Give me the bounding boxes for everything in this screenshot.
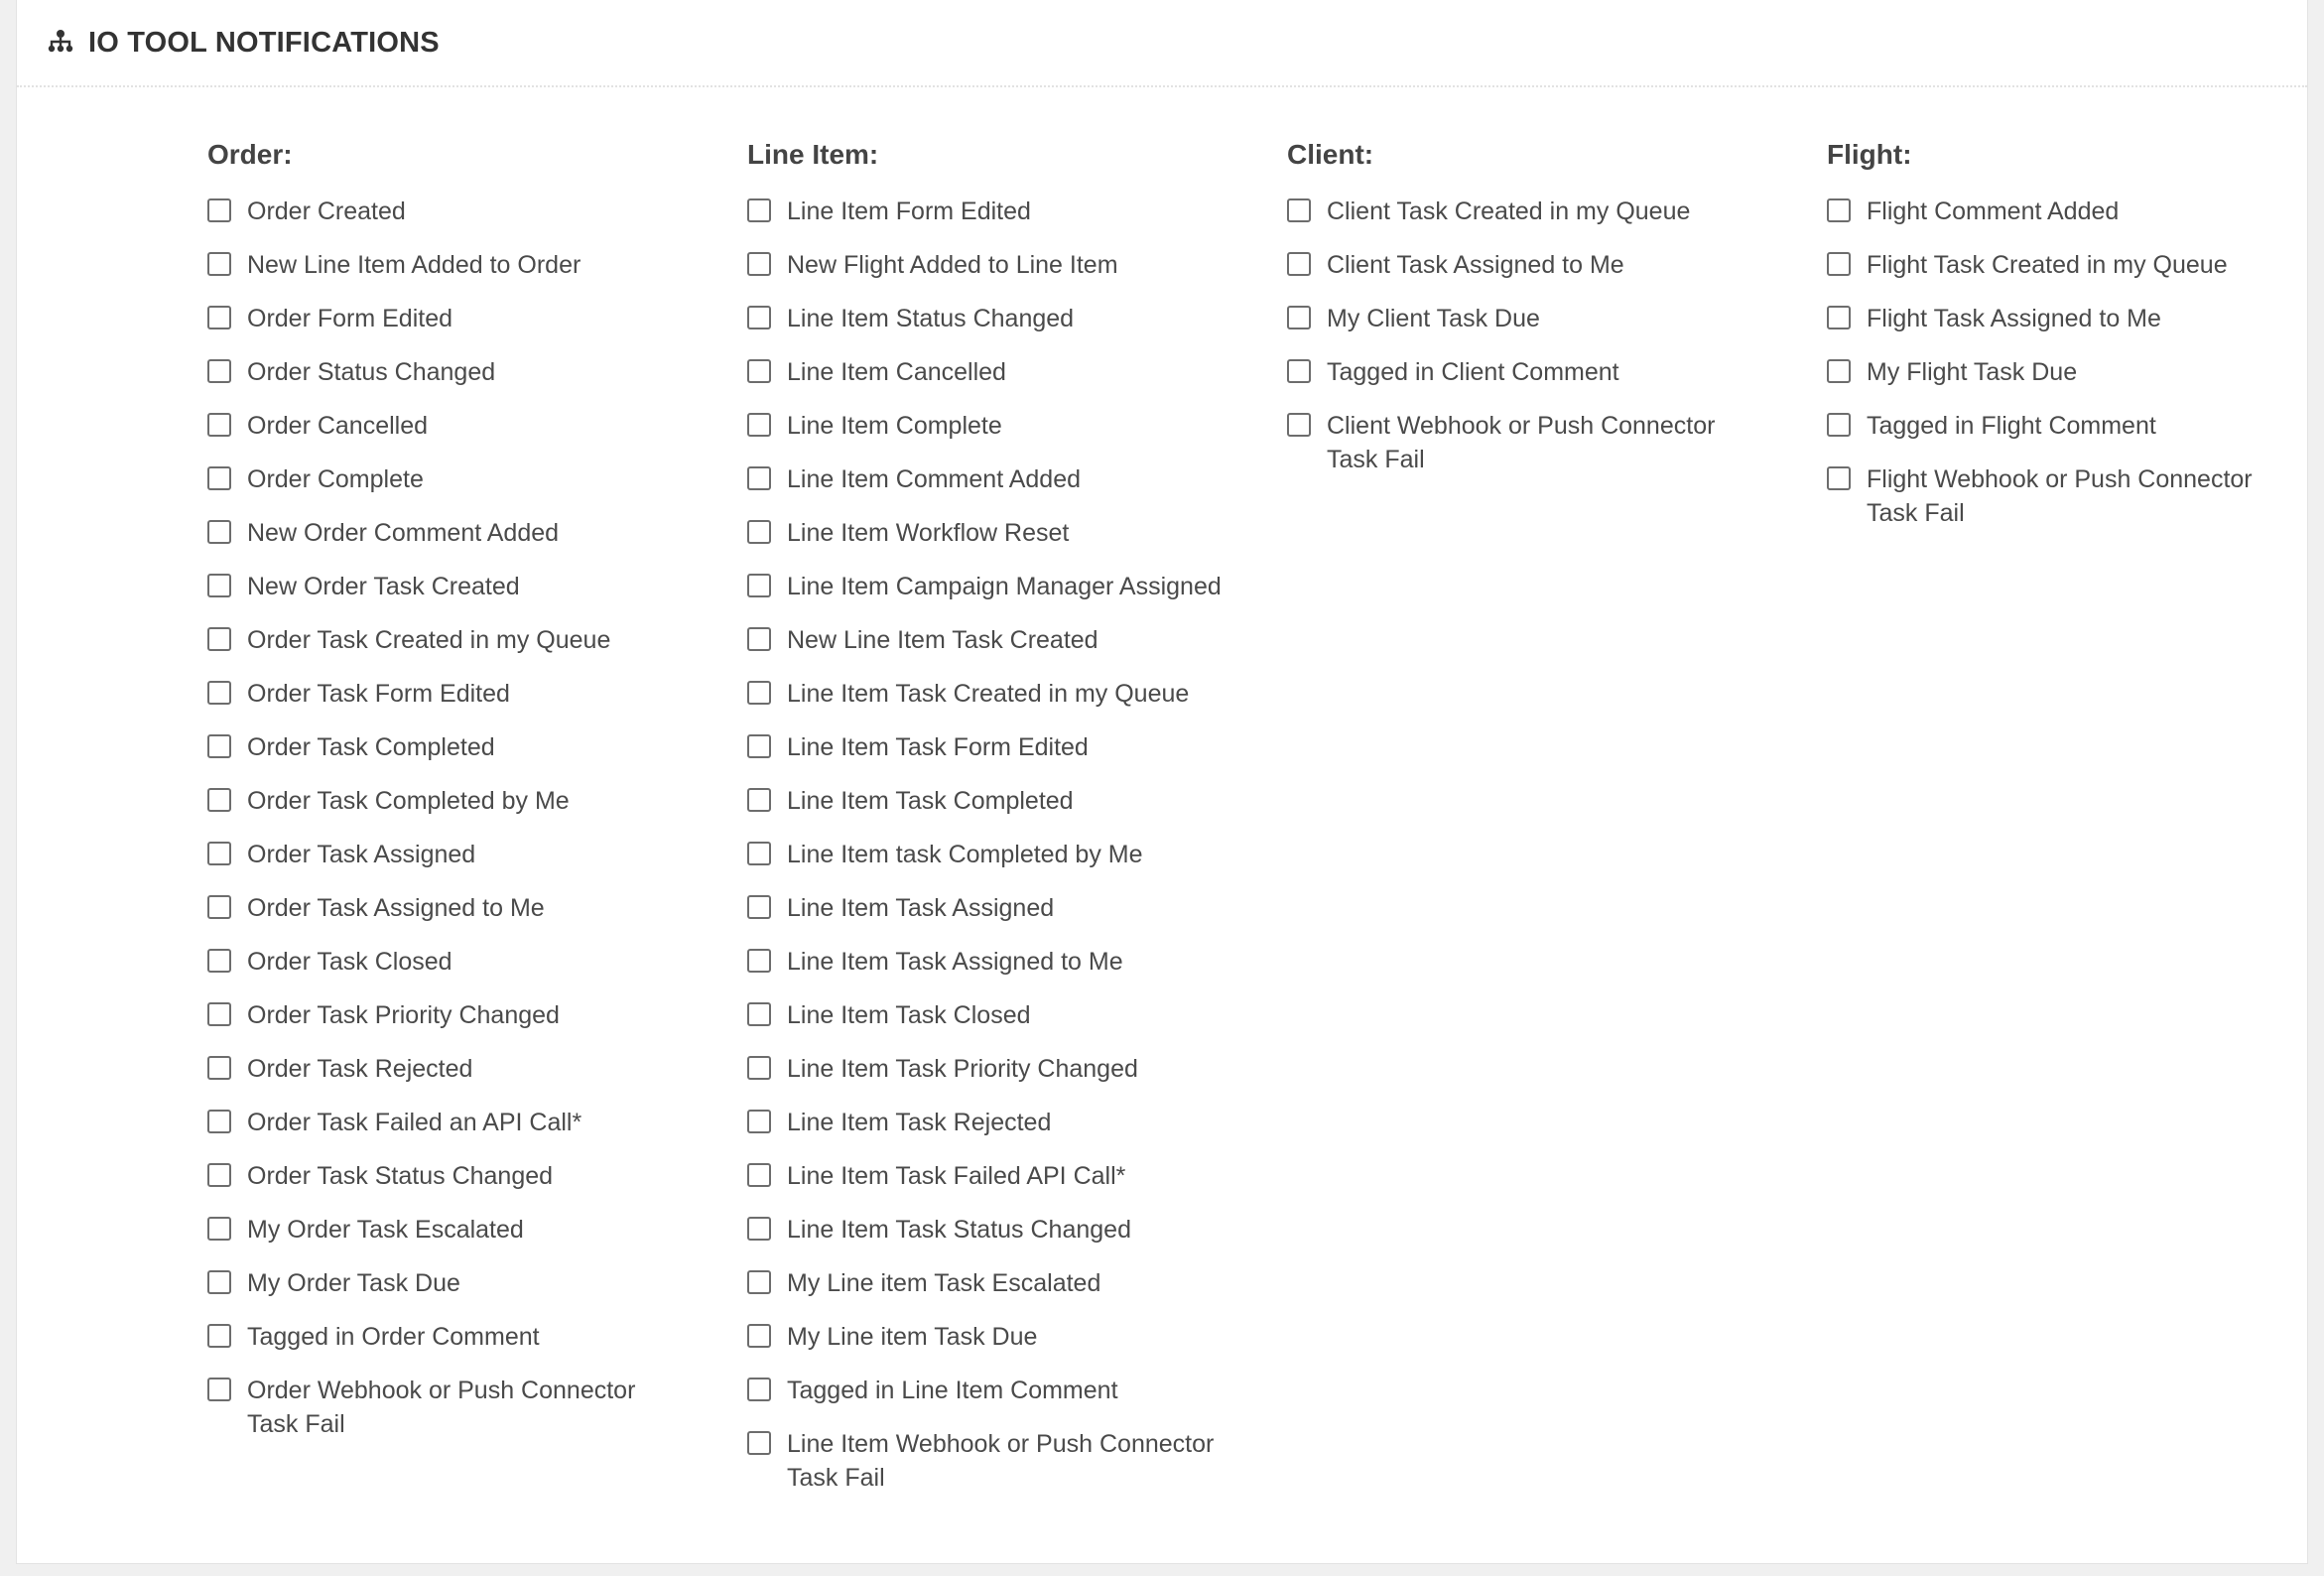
notification-checkbox[interactable]: [747, 1270, 771, 1294]
notification-option[interactable]: [207, 462, 684, 496]
notification-label: Line Item Campaign Manager Assigned: [787, 573, 1222, 600]
notification-option[interactable]: [747, 623, 1224, 657]
notification-label: Line Item Complete: [787, 412, 1002, 440]
notification-checkbox[interactable]: [207, 949, 231, 973]
notification-option[interactable]: [207, 730, 684, 764]
notification-option[interactable]: [207, 1052, 684, 1086]
notification-checkbox[interactable]: [207, 413, 231, 437]
notification-columns: [207, 137, 2301, 1507]
notification-checkbox[interactable]: [747, 574, 771, 597]
notification-checkbox[interactable]: [1827, 198, 1851, 222]
notification-label: Tagged in Client Comment: [1327, 358, 1619, 386]
notification-option[interactable]: [747, 1106, 1224, 1139]
notification-label: Order Status Changed: [247, 358, 496, 386]
notification-option[interactable]: [747, 677, 1224, 711]
notification-checkbox[interactable]: [207, 1056, 231, 1080]
notification-checkbox[interactable]: [207, 842, 231, 865]
notification-option[interactable]: [207, 1266, 684, 1300]
column-line-item: [747, 137, 1224, 1514]
sitemap-icon: [47, 27, 74, 55]
notification-option[interactable]: [207, 945, 684, 979]
notification-option[interactable]: [747, 838, 1224, 871]
notification-label: Order Task Status Changed: [247, 1162, 554, 1190]
notification-checkbox[interactable]: [747, 788, 771, 812]
notification-option[interactable]: [1287, 195, 1763, 228]
notification-checkbox[interactable]: [207, 788, 231, 812]
notification-label: Order Task Created in my Queue: [247, 626, 611, 654]
notification-option[interactable]: [207, 1320, 684, 1354]
notification-checkbox[interactable]: [747, 198, 771, 222]
notification-option[interactable]: [747, 1052, 1224, 1086]
notification-label: Line Item Task Assigned: [787, 894, 1055, 922]
notification-label: Order Cancelled: [247, 412, 429, 440]
notification-option[interactable]: [747, 355, 1224, 389]
notification-label: New Order Comment Added: [247, 519, 560, 547]
notification-checkbox[interactable]: [747, 734, 771, 758]
notification-label: Line Item Form Edited: [787, 197, 1031, 225]
notification-checkbox[interactable]: [1827, 466, 1851, 490]
notification-label: Order Task Rejected: [247, 1055, 473, 1083]
notification-checkbox[interactable]: [207, 895, 231, 919]
notification-checkbox[interactable]: [747, 1217, 771, 1241]
notification-option[interactable]: [747, 1320, 1224, 1354]
notification-label: Line Item Workflow Reset: [787, 519, 1070, 547]
notification-option[interactable]: [207, 195, 684, 228]
notification-label: Tagged in Line Item Comment: [787, 1377, 1118, 1404]
notification-label: My Flight Task Due: [1867, 358, 2078, 386]
notification-label: Line Item Task Priority Changed: [787, 1055, 1138, 1083]
notification-checkbox[interactable]: [1287, 359, 1311, 383]
notification-checkbox[interactable]: [207, 466, 231, 490]
page-title: IO TOOL NOTIFICATIONS: [88, 26, 440, 59]
notification-option[interactable]: [747, 1213, 1224, 1247]
notification-label: Line Item Task Completed: [787, 787, 1074, 815]
notification-option[interactable]: [747, 570, 1224, 603]
notification-label: New Line Item Added to Order: [247, 251, 581, 279]
notification-checkbox[interactable]: [207, 1270, 231, 1294]
notification-checkbox[interactable]: [207, 681, 231, 705]
notification-label: Client Webhook or Push Connector Task Fail: [1327, 412, 1716, 473]
notification-label: New Order Task Created: [247, 573, 520, 600]
notification-label: Flight Task Created in my Queue: [1867, 251, 2228, 279]
notification-option[interactable]: [207, 998, 684, 1032]
notification-label: Line Item Task Assigned to Me: [787, 948, 1123, 976]
notification-option[interactable]: [1827, 462, 2303, 530]
notification-option[interactable]: [747, 248, 1224, 282]
notification-checkbox[interactable]: [207, 627, 231, 651]
notification-option[interactable]: [1827, 248, 2303, 282]
notification-label: Order Task Closed: [247, 948, 452, 976]
notification-checkbox[interactable]: [747, 949, 771, 973]
notification-checkbox[interactable]: [207, 306, 231, 329]
notification-label: Order Task Completed: [247, 733, 495, 761]
notification-checkbox[interactable]: [747, 1002, 771, 1026]
notification-label: My Client Task Due: [1327, 305, 1540, 332]
column-title: Flight:: [1827, 139, 1912, 170]
column-flight: [1827, 137, 2303, 550]
notification-checkbox[interactable]: [747, 627, 771, 651]
notification-label: Flight Comment Added: [1867, 197, 2120, 225]
notification-option[interactable]: [1827, 195, 2303, 228]
notification-label: Line Item Webhook or Push Connector Task Fail: [787, 1430, 1215, 1492]
notification-option[interactable]: [747, 730, 1224, 764]
notification-option[interactable]: [207, 891, 684, 925]
notification-checkbox[interactable]: [747, 1110, 771, 1133]
notification-checkbox[interactable]: [207, 198, 231, 222]
notification-checkbox[interactable]: [747, 1056, 771, 1080]
notification-checkbox[interactable]: [1287, 413, 1311, 437]
notification-checkbox[interactable]: [747, 520, 771, 544]
notification-label: Order Task Assigned to Me: [247, 894, 545, 922]
notification-checkbox[interactable]: [747, 413, 771, 437]
notification-option[interactable]: [747, 1159, 1224, 1193]
notification-label: Order Created: [247, 197, 406, 225]
notification-label: Order Task Priority Changed: [247, 1001, 560, 1029]
notification-option[interactable]: [207, 302, 684, 335]
notification-option[interactable]: [207, 409, 684, 443]
notification-option[interactable]: [747, 302, 1224, 335]
panel-header: [17, 0, 2307, 87]
notification-label: Line Item Status Changed: [787, 305, 1075, 332]
notification-checkbox[interactable]: [1827, 359, 1851, 383]
notification-checkbox[interactable]: [207, 1163, 231, 1187]
notification-checkbox[interactable]: [1287, 252, 1311, 276]
notification-option[interactable]: [1287, 302, 1763, 335]
notification-label: My Order Task Due: [247, 1269, 460, 1297]
notification-checkbox[interactable]: [207, 574, 231, 597]
column-client: [1287, 137, 1763, 496]
notification-option[interactable]: [1827, 409, 2303, 443]
notification-label: Line Item Task Form Edited: [787, 733, 1089, 761]
notification-option[interactable]: [207, 570, 684, 603]
notification-option[interactable]: [207, 1374, 684, 1441]
notification-label: Line Item Task Closed: [787, 1001, 1031, 1029]
notification-checkbox[interactable]: [747, 895, 771, 919]
notification-checkbox[interactable]: [747, 1378, 771, 1401]
notification-option[interactable]: [747, 409, 1224, 443]
notification-label: Line Item Task Failed API Call*: [787, 1162, 1126, 1190]
column-title: Line Item:: [747, 139, 879, 170]
notification-option[interactable]: [207, 623, 684, 657]
notification-label: New Line Item Task Created: [787, 626, 1098, 654]
notification-label: Order Task Assigned: [247, 841, 476, 868]
notification-checkbox[interactable]: [207, 520, 231, 544]
notification-checkbox[interactable]: [747, 466, 771, 490]
notification-option[interactable]: [1287, 248, 1763, 282]
column-title: Client:: [1287, 139, 1374, 170]
notification-checkbox[interactable]: [747, 681, 771, 705]
notification-option[interactable]: [207, 838, 684, 871]
notification-option[interactable]: [207, 1106, 684, 1139]
notification-checkbox[interactable]: [207, 1217, 231, 1241]
notification-option[interactable]: [1827, 302, 2303, 335]
notification-checkbox[interactable]: [1827, 252, 1851, 276]
notification-option[interactable]: [1827, 355, 2303, 389]
notification-label: Line Item Cancelled: [787, 358, 1006, 386]
notification-label: Order Task Form Edited: [247, 680, 510, 708]
notification-label: Line Item task Completed by Me: [787, 841, 1143, 868]
notification-label: Order Task Completed by Me: [247, 787, 570, 815]
notification-option[interactable]: [207, 1159, 684, 1193]
notification-option[interactable]: [207, 1213, 684, 1247]
notification-checkbox[interactable]: [207, 1324, 231, 1348]
column-order: [207, 137, 684, 1461]
notification-label: My Line item Task Escalated: [787, 1269, 1101, 1297]
notification-label: Order Task Failed an API Call*: [247, 1109, 582, 1136]
notification-checkbox[interactable]: [747, 1324, 771, 1348]
notification-label: Client Task Assigned to Me: [1327, 251, 1624, 279]
notification-checkbox[interactable]: [747, 252, 771, 276]
notification-checkbox[interactable]: [1827, 306, 1851, 329]
notification-label: Line Item Task Rejected: [787, 1109, 1052, 1136]
notification-option[interactable]: [747, 998, 1224, 1032]
notification-option[interactable]: [747, 945, 1224, 979]
notification-label: New Flight Added to Line Item: [787, 251, 1118, 279]
notification-option[interactable]: [207, 516, 684, 550]
notification-label: My Line item Task Due: [787, 1323, 1038, 1351]
notification-option[interactable]: [747, 462, 1224, 496]
notification-checkbox[interactable]: [207, 252, 231, 276]
notification-checkbox[interactable]: [747, 359, 771, 383]
notification-option[interactable]: [747, 1266, 1224, 1300]
notification-label: Tagged in Flight Comment: [1867, 412, 2156, 440]
notification-option[interactable]: [207, 248, 684, 282]
notification-label: Flight Task Assigned to Me: [1867, 305, 2161, 332]
notification-option[interactable]: [1287, 355, 1763, 389]
notification-checkbox[interactable]: [1287, 306, 1311, 329]
notification-label: Line Item Task Created in my Queue: [787, 680, 1190, 708]
notification-label: Line Item Comment Added: [787, 465, 1081, 493]
column-title: Order:: [207, 139, 293, 170]
notification-label: Order Complete: [247, 465, 424, 493]
notification-option[interactable]: [747, 784, 1224, 818]
notification-option[interactable]: [1287, 409, 1763, 476]
notification-label: Line Item Task Status Changed: [787, 1216, 1131, 1244]
notification-label: My Order Task Escalated: [247, 1216, 524, 1244]
notification-label: Client Task Created in my Queue: [1327, 197, 1691, 225]
notification-option[interactable]: [207, 784, 684, 818]
notification-option[interactable]: [207, 355, 684, 389]
notification-option[interactable]: [747, 1374, 1224, 1407]
notification-checkbox[interactable]: [207, 359, 231, 383]
notification-checkbox[interactable]: [1827, 413, 1851, 437]
notification-checkbox[interactable]: [207, 734, 231, 758]
notification-option[interactable]: [747, 516, 1224, 550]
io-tool-notifications-panel: [16, 0, 2308, 1564]
notification-checkbox[interactable]: [207, 1002, 231, 1026]
notification-checkbox[interactable]: [747, 306, 771, 329]
notification-option[interactable]: [207, 677, 684, 711]
notification-label: Flight Webhook or Push Connector Task Fail: [1867, 465, 2253, 527]
notification-label: Order Form Edited: [247, 305, 453, 332]
notification-checkbox[interactable]: [1287, 198, 1311, 222]
notification-option[interactable]: [747, 891, 1224, 925]
notification-checkbox[interactable]: [747, 1163, 771, 1187]
notification-option[interactable]: [747, 195, 1224, 228]
notification-checkbox[interactable]: [207, 1378, 231, 1401]
notification-label: Order Webhook or Push Connector Task Fail: [247, 1377, 636, 1438]
notification-checkbox[interactable]: [747, 842, 771, 865]
notification-label: Tagged in Order Comment: [247, 1323, 540, 1351]
notification-option[interactable]: [747, 1427, 1224, 1495]
notification-checkbox[interactable]: [747, 1431, 771, 1455]
notification-checkbox[interactable]: [207, 1110, 231, 1133]
